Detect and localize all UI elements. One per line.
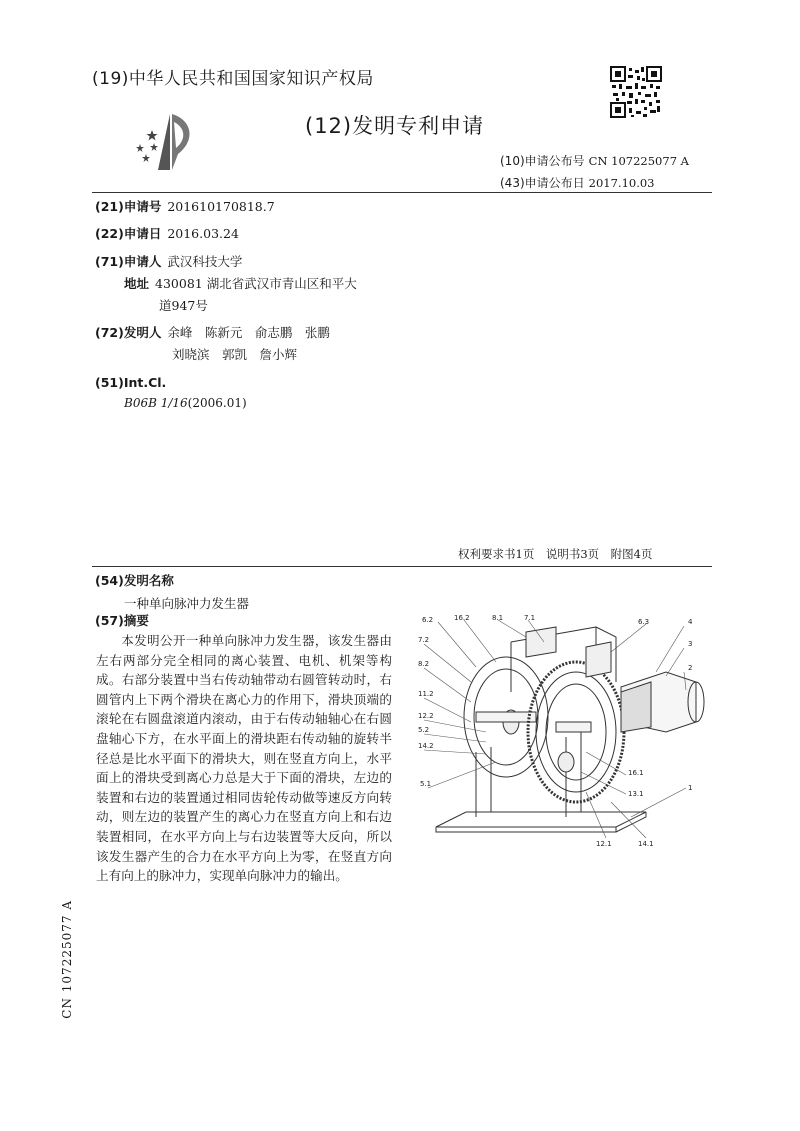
publication-number: CN 107225077 A [588,154,689,168]
svg-text:12.2: 12.2 [418,712,434,720]
svg-text:6.3: 6.3 [638,618,650,626]
side-publication-number: CN 107225077 A [60,900,74,1019]
svg-text:1: 1 [688,784,693,792]
svg-text:4: 4 [688,618,693,626]
svg-text:13.1: 13.1 [628,790,644,798]
publication-number-row [500,152,689,169]
svg-text:6.2: 6.2 [422,616,434,624]
cnipa-logo [130,110,210,174]
svg-text:16.1: 16.1 [628,769,644,777]
address-label: 地址 [124,276,150,291]
svg-text:2: 2 [688,664,693,672]
filing-date: 2016.03.24 [167,226,239,241]
inventors-row [95,324,330,342]
svg-text:8.2: 8.2 [418,660,430,668]
filing-date-label: (22)申请日 [95,226,162,241]
svg-text:16.2: 16.2 [454,614,470,622]
abstract-label: (57)摘要 [95,613,149,628]
ipc-row [95,374,166,392]
publication-number-label: (10)申请公布号 [500,154,585,168]
header-divider [92,192,712,193]
office-name: (19)中华人民共和国国家知识产权局 [92,69,374,89]
svg-text:12.1: 12.1 [596,840,612,848]
address-line-2: 道947号 [159,298,208,313]
document-type: (12)发明专利申请 [305,114,485,138]
publication-date-label: (43)申请公布日 [500,176,585,190]
svg-text:7.1: 7.1 [524,614,536,622]
address-row [124,275,357,293]
address-line-1: 430081 湖北省武汉市青山区和平大 [155,276,357,291]
filing-date-row [95,225,239,243]
svg-text:5.1: 5.1 [420,780,432,788]
svg-text:14.2: 14.2 [418,742,434,750]
publication-date: 2017.10.03 [588,176,655,190]
svg-text:5.2: 5.2 [418,726,430,734]
title-label: (54)发明名称 [95,573,174,588]
inventors-line-2: 刘晓滨 郭凯 詹小辉 [172,347,298,362]
applicant-row [95,253,242,271]
inventors-label: (72)发明人 [95,325,162,340]
publication-date-row [500,174,655,191]
mid-divider [92,566,712,567]
abstract-text: 本发明公开一种单向脉冲力发生器，该发生器由左右两部分完全相同的离心装置、电机、机架等构成。右部分装置中当右传动轴带动右圆管转动时，右圆管内上下两个滑块在离心力的作用下，滑块顶端的滚轮在右圆盘滚道内滚动，由于右传动轴轴心在右圆盘轴心下方，在水平面上的滑块距右传动轴的旋转半径总是比水平面下的滑块大，则在竖直方向上，水平面上的滑块受到离心力总是大于下面的滑块，左边的装置和右边的装置通过相同齿轮传动做等速反方向转动，则左边的装置产生的离心力在竖直方向上和右边装置相同，在水平方向上与右边装置等大反向，所以该发生器产生的合力在水平方向上为零，在竖直方向上有向上的脉冲力，实现单向脉冲力的输出。 [96,633,392,884]
svg-text:7.2: 7.2 [418,636,430,644]
applicant-label: (71)申请人 [95,254,162,269]
base-frame [436,812,646,827]
application-number-label: (21)申请号 [95,199,162,214]
svg-text:8.1: 8.1 [492,614,504,622]
application-number: 201610170818.7 [167,199,275,214]
svg-text:11.2: 11.2 [418,690,434,698]
page-counts: 权利要求书1页 说明书3页 附图4页 [458,547,653,561]
qr-code [610,66,662,118]
abstract-figure [416,612,716,862]
ipc-version: (2006.01) [187,396,247,410]
svg-text:14.1: 14.1 [638,840,654,848]
inventors-line-1: 余峰 陈新元 俞志鹏 张鹏 [167,325,330,340]
ipc-code: B06B 1/16 [124,396,188,410]
ipc-classification [124,396,247,410]
ipc-label: (51)Int.Cl. [95,375,167,390]
svg-text:3: 3 [688,640,693,648]
invention-title: 一种单向脉冲力发生器 [124,596,250,611]
applicant: 武汉科技大学 [167,254,243,269]
application-number-row [95,198,275,216]
